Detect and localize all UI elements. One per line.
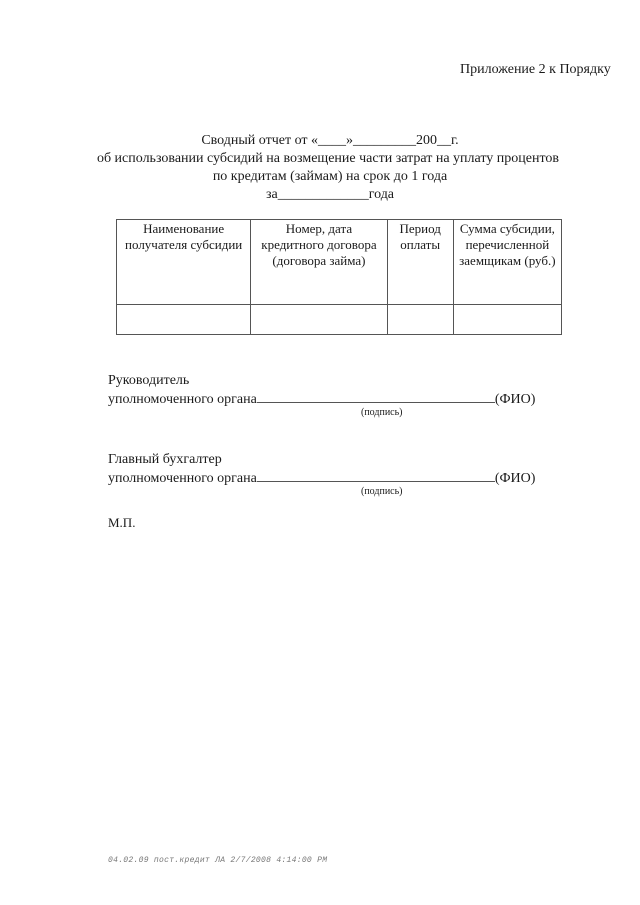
table-header-row [117,220,562,305]
head-signature-line [108,390,535,409]
accountant-signature-field[interactable] [257,469,495,482]
header-amount: Сумма субсидии, перечисленной заемщикам (руб.) [453,220,561,305]
accountant-org-label: уполномоченного органа [108,471,257,486]
accountant-fio-label: (ФИО) [494,471,536,486]
stamp-label: М.П. [108,515,136,530]
appendix-label: Приложение 2 к Порядку [460,62,611,77]
report-title-line-4: за_____________года [265,187,395,202]
header-recipient: Наименование получателя субсидии [117,220,251,305]
table-cell[interactable] [453,305,561,335]
accountant-signature-line [108,469,535,488]
accountant-signature-hint: (подпись) [361,486,403,497]
head-org-label: уполномоченного органа [108,392,257,407]
document-footer: 04.02.09 пост.кредит ЛА 2/7/2008 4:14:00 PM [108,856,328,865]
table-cell[interactable] [251,305,387,335]
table-cell[interactable] [117,305,251,335]
report-title-line-3: по кредитам (займам) на срок до 1 года [212,169,448,184]
table-row [117,305,562,335]
table-cell[interactable] [387,305,453,335]
head-title: Руководитель [108,373,190,388]
header-period: Период оплаты [387,220,453,305]
head-fio-label: (ФИО) [494,392,536,407]
head-signature-hint: (подпись) [361,407,403,418]
accountant-title: Главный бухгалтер [108,452,222,467]
report-table [116,219,562,335]
report-title-line-1: Сводный отчет от «____»_________200__г. [201,133,459,148]
report-title-line-2: об использовании субсидий на возмещение части затрат на уплату процентов [96,151,560,166]
header-contract: Номер, дата кредитного договора (договора займа) [251,220,387,305]
head-signature-field[interactable] [257,390,495,403]
